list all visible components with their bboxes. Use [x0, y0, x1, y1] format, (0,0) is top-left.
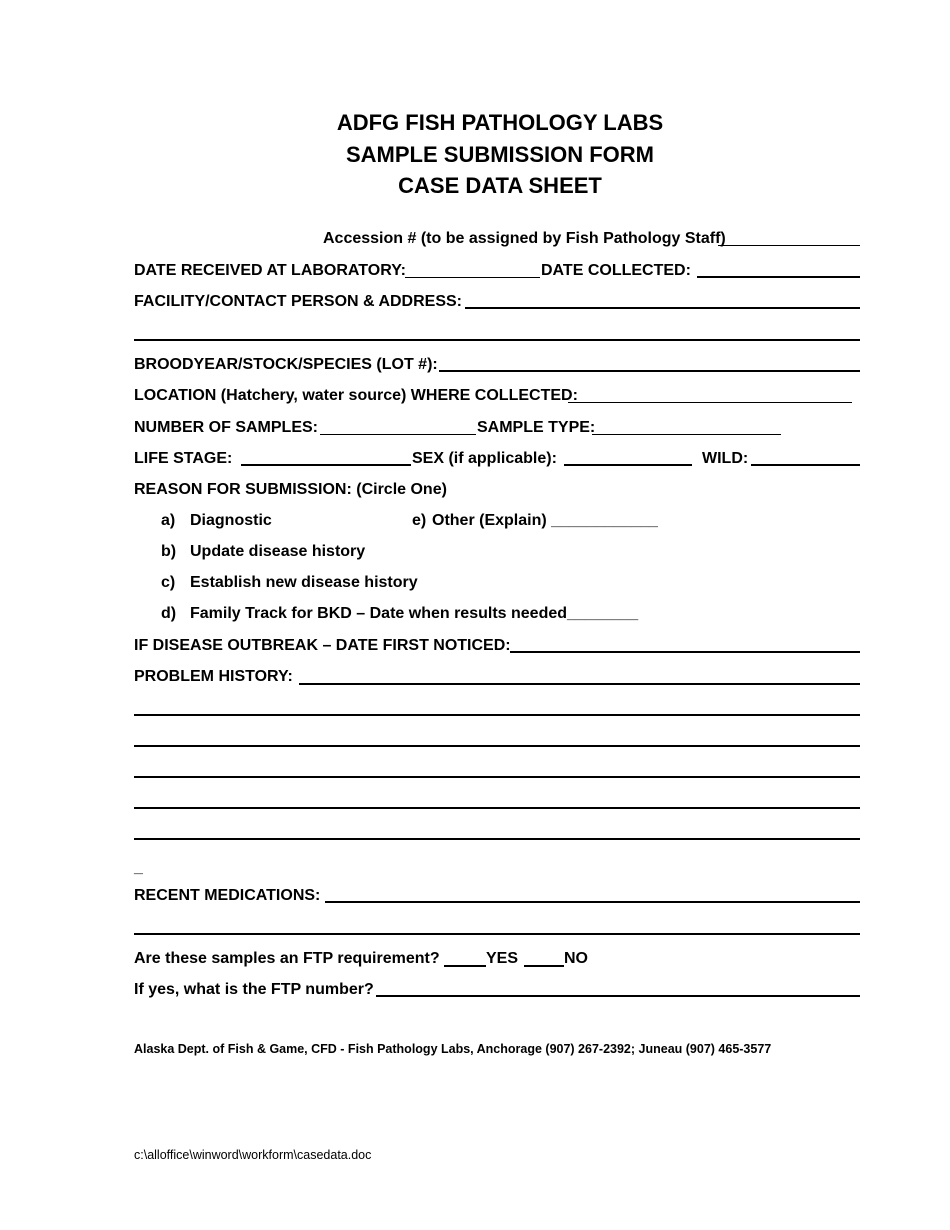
- num-samples-blank[interactable]: [320, 434, 476, 435]
- ftp-question: Are these samples an FTP requirement?: [134, 950, 440, 967]
- reason-option-e-letter[interactable]: e): [412, 512, 427, 529]
- date-received-label: DATE RECEIVED AT LABORATORY:: [134, 262, 406, 279]
- reason-option-d-letter[interactable]: d): [161, 605, 177, 622]
- form-title-line-2: SAMPLE SUBMISSION FORM: [345, 142, 654, 167]
- accession-label: Accession # (to be assigned by Fish Pathology Staff): [323, 230, 726, 247]
- facility-blank-line-2[interactable]: [134, 339, 860, 341]
- problem-history-line-6[interactable]: [134, 838, 860, 840]
- wild-label: WILD:: [702, 450, 749, 467]
- broodyear-blank[interactable]: [439, 370, 860, 372]
- facility-label: FACILITY/CONTACT PERSON & ADDRESS:: [134, 293, 463, 310]
- problem-history-line-3[interactable]: [134, 745, 860, 747]
- ftp-number-label: If yes, what is the FTP number?: [134, 981, 374, 998]
- reason-option-c[interactable]: Establish new disease history: [190, 574, 418, 591]
- footer-contact: Alaska Dept. of Fish & Game, CFD - Fish Pathology Labs, Anchorage (907) 267-2392; Juneau (907) 465-3577: [134, 1042, 772, 1056]
- num-samples-label: NUMBER OF SAMPLES:: [134, 419, 318, 436]
- outbreak-label: IF DISEASE OUTBREAK – DATE FIRST NOTICED:: [134, 637, 511, 654]
- location-blank[interactable]: [568, 402, 852, 403]
- ftp-yes-label: YES: [486, 950, 519, 967]
- problem-history-line-4[interactable]: [134, 776, 860, 778]
- sex-blank[interactable]: [564, 464, 692, 466]
- reason-option-a[interactable]: Diagnostic: [190, 512, 272, 529]
- ftp-yes-blank[interactable]: [444, 965, 486, 967]
- accession-blank[interactable]: [718, 245, 860, 246]
- form-title-line-3: CASE DATA SHEET: [398, 173, 602, 198]
- reason-heading: REASON FOR SUBMISSION: (Circle One): [134, 481, 447, 498]
- reason-option-c-letter[interactable]: c): [161, 574, 176, 591]
- sample-type-label: SAMPLE TYPE:: [477, 419, 596, 436]
- sex-label: SEX (if applicable):: [412, 450, 557, 467]
- recent-medications-line-2[interactable]: [134, 933, 860, 935]
- reason-option-a-letter[interactable]: a): [161, 512, 176, 529]
- facility-blank[interactable]: [465, 307, 860, 309]
- recent-medications-label: RECENT MEDICATIONS:: [134, 887, 321, 904]
- ftp-no-blank[interactable]: [524, 965, 564, 967]
- date-collected-label: DATE COLLECTED:: [541, 262, 691, 279]
- broodyear-label: BROODYEAR/STOCK/SPECIES (LOT #):: [134, 356, 438, 373]
- recent-medications-blank[interactable]: [325, 901, 860, 903]
- form-title-line-1: ADFG FISH PATHOLOGY LABS: [336, 110, 664, 135]
- life-stage-blank[interactable]: [241, 464, 411, 466]
- date-collected-blank[interactable]: [697, 276, 860, 278]
- date-received-blank[interactable]: [405, 277, 540, 278]
- problem-history-line-5[interactable]: [134, 807, 860, 809]
- reason-option-b[interactable]: Update disease history: [190, 543, 366, 560]
- problem-history-line-2[interactable]: [134, 714, 860, 716]
- footer-file-path: c:\alloffice\winword\workform\casedata.doc: [134, 1148, 372, 1162]
- sample-type-blank[interactable]: [592, 434, 781, 435]
- problem-history-blank[interactable]: [299, 683, 860, 685]
- location-label: LOCATION (Hatchery, water source) WHERE COLLECTED:: [134, 387, 578, 404]
- wild-blank[interactable]: [751, 464, 860, 466]
- reason-option-e[interactable]: Other (Explain) ____________: [432, 512, 658, 529]
- reason-option-b-letter[interactable]: b): [161, 543, 177, 560]
- outbreak-blank[interactable]: [510, 651, 860, 653]
- stray-mark: _: [134, 859, 143, 876]
- ftp-no-label: NO: [564, 950, 588, 967]
- ftp-number-blank[interactable]: [376, 995, 860, 997]
- problem-history-label: PROBLEM HISTORY:: [134, 668, 293, 685]
- life-stage-label: LIFE STAGE:: [134, 450, 233, 467]
- reason-option-d[interactable]: Family Track for BKD – Date when results needed________: [190, 605, 639, 622]
